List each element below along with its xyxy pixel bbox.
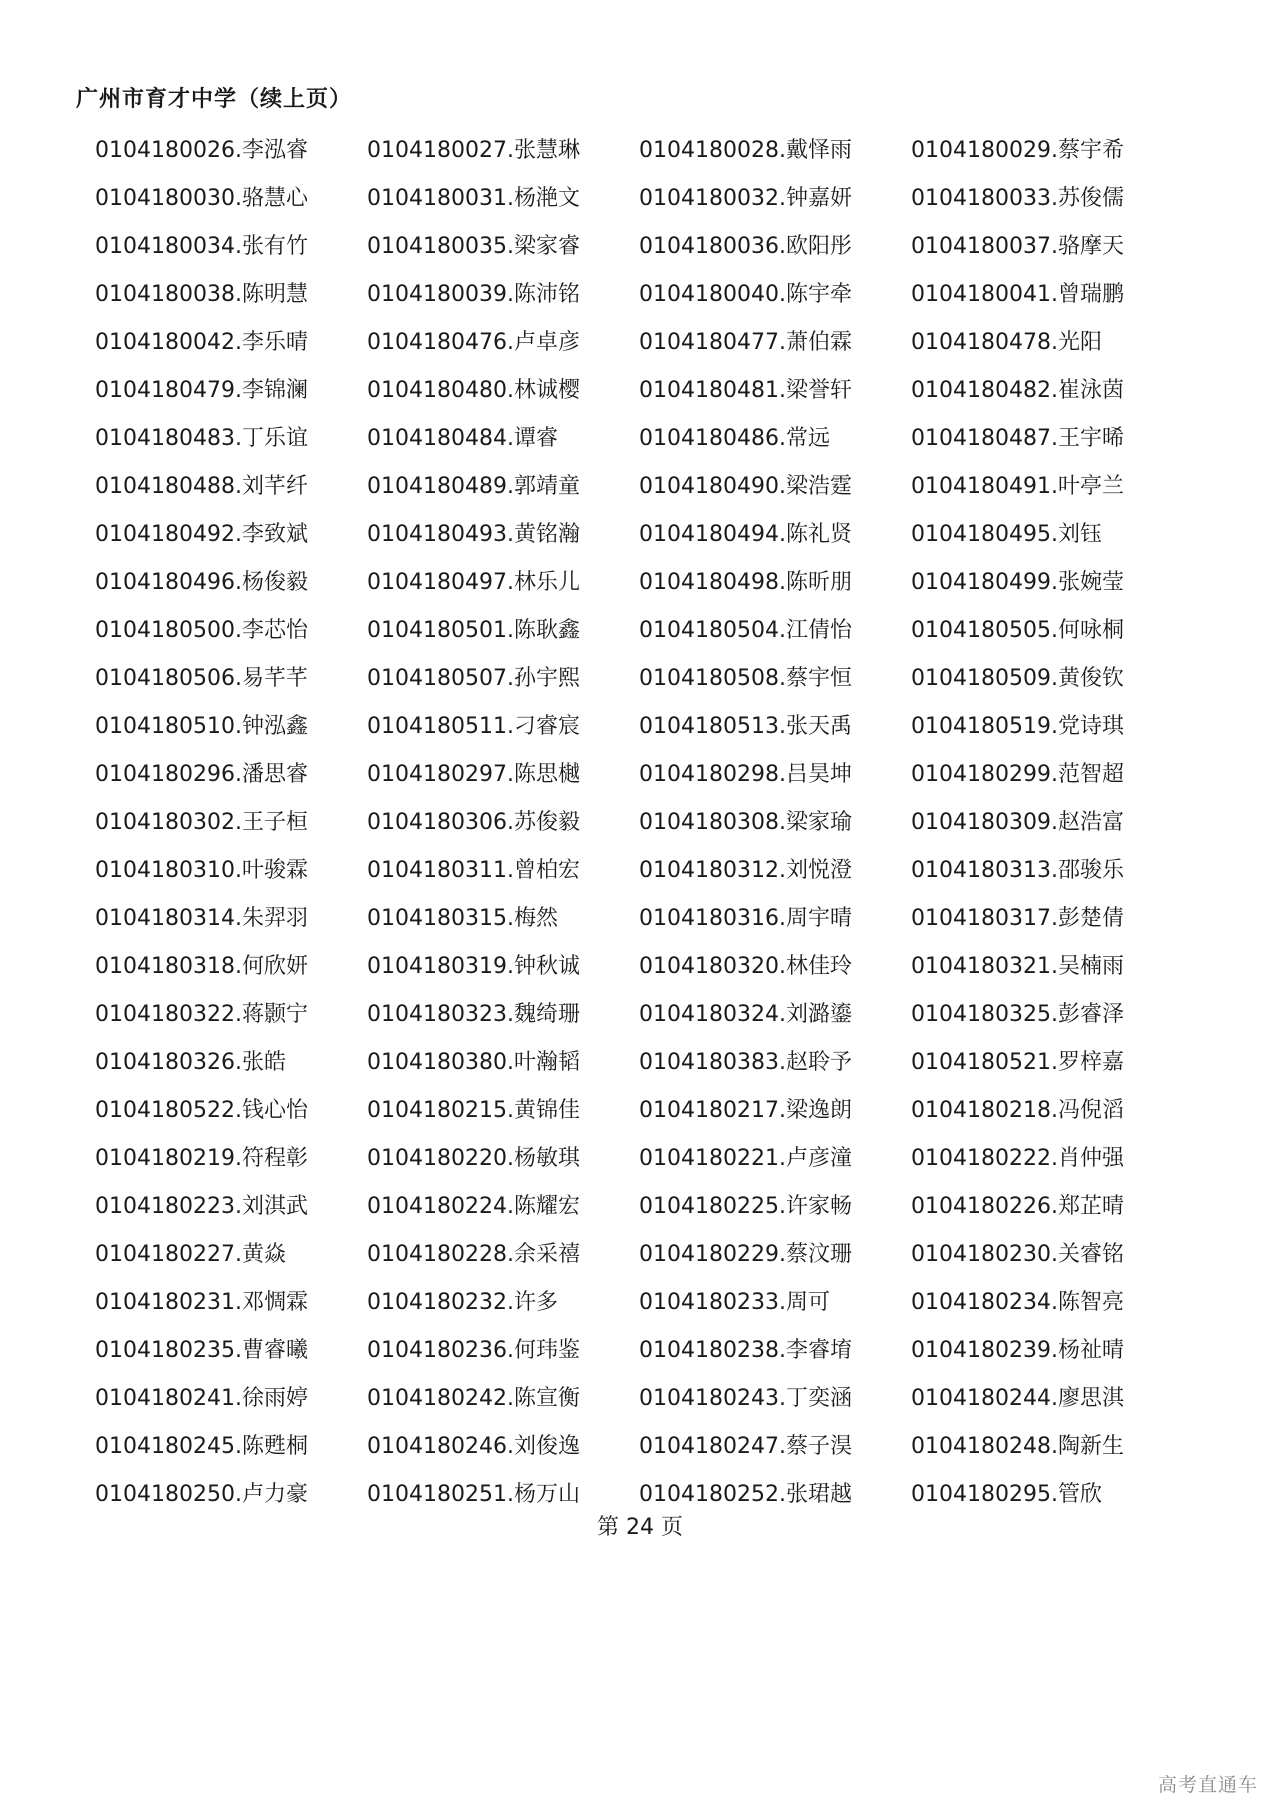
list-item: 0104180326.张皓 <box>95 1049 286 1075</box>
list-item: 0104180245.陈甦桐 <box>95 1433 308 1459</box>
list-item: 0104180494.陈礼贤 <box>639 521 852 547</box>
list-row <box>95 652 1195 700</box>
list-row <box>95 412 1195 460</box>
list-item: 0104180506.易芊芊 <box>95 665 308 691</box>
list-row <box>95 1036 1195 1084</box>
list-item: 0104180243.丁奕涵 <box>639 1385 852 1411</box>
list-item: 0104180500.李芯怡 <box>95 617 308 643</box>
list-item: 0104180227.黄焱 <box>95 1241 286 1267</box>
list-item: 0104180219.符程彰 <box>95 1145 308 1171</box>
list-item: 0104180220.杨敏琪 <box>367 1145 580 1171</box>
list-item: 0104180251.杨万山 <box>367 1481 580 1507</box>
list-item: 0104180476.卢卓彦 <box>367 329 580 355</box>
list-item: 0104180037.骆摩天 <box>911 233 1124 259</box>
list-item: 0104180231.邓惆霖 <box>95 1289 308 1315</box>
list-item: 0104180320.林佳玲 <box>639 953 852 979</box>
list-item: 0104180238.李睿堉 <box>639 1337 852 1363</box>
list-item: 0104180483.丁乐谊 <box>95 425 308 451</box>
list-row <box>95 1084 1195 1132</box>
list-item: 0104180221.卢彦潼 <box>639 1145 852 1171</box>
list-item: 0104180246.刘俊逸 <box>367 1433 580 1459</box>
list-item: 0104180036.欧阳彤 <box>639 233 852 259</box>
list-item: 0104180033.苏俊儒 <box>911 185 1124 211</box>
list-row <box>95 604 1195 652</box>
list-item: 0104180510.钟泓鑫 <box>95 713 308 739</box>
list-item: 0104180507.孙宇熙 <box>367 665 580 691</box>
list-item: 0104180226.郑芷晴 <box>911 1193 1124 1219</box>
list-item: 0104180317.彭楚倩 <box>911 905 1124 931</box>
list-item: 0104180239.杨祉晴 <box>911 1337 1124 1363</box>
watermark-text: 高考直通车 <box>1157 1774 1258 1796</box>
list-item: 0104180501.陈耿鑫 <box>367 617 580 643</box>
list-item: 0104180488.刘芊纤 <box>95 473 308 499</box>
list-item: 0104180508.蔡宇恒 <box>639 665 852 691</box>
list-item: 0104180499.张婉莹 <box>911 569 1124 595</box>
list-item: 0104180311.曾柏宏 <box>367 857 580 883</box>
list-item: 0104180026.李泓睿 <box>95 137 308 163</box>
list-item: 0104180230.关睿铭 <box>911 1241 1124 1267</box>
list-row <box>95 316 1195 364</box>
list-item: 0104180041.曾瑞鹏 <box>911 281 1124 307</box>
list-item: 0104180229.蔡汶珊 <box>639 1241 852 1267</box>
list-item: 0104180235.曹睿曦 <box>95 1337 308 1363</box>
list-item: 0104180522.钱心怡 <box>95 1097 308 1123</box>
list-item: 0104180031.杨滟文 <box>367 185 580 211</box>
list-item: 0104180038.陈明慧 <box>95 281 308 307</box>
list-item: 0104180519.党诗琪 <box>911 713 1124 739</box>
list-row <box>95 268 1195 316</box>
list-item: 0104180482.崔泳茵 <box>911 377 1124 403</box>
list-item: 0104180321.吴楠雨 <box>911 953 1124 979</box>
list-item: 0104180309.赵浩富 <box>911 809 1124 835</box>
list-item: 0104180481.梁誉轩 <box>639 377 852 403</box>
list-item: 0104180509.黄俊钦 <box>911 665 1124 691</box>
list-row <box>95 892 1195 940</box>
list-item: 0104180028.戴怿雨 <box>639 137 852 163</box>
list-item: 0104180247.蔡子淏 <box>639 1433 852 1459</box>
list-item: 0104180504.江倩怡 <box>639 617 852 643</box>
list-item: 0104180223.刘淇武 <box>95 1193 308 1219</box>
list-item: 0104180496.杨俊毅 <box>95 569 308 595</box>
list-row <box>95 940 1195 988</box>
list-item: 0104180315.梅然 <box>367 905 558 931</box>
list-item: 0104180232.许多 <box>367 1289 558 1315</box>
list-row <box>95 220 1195 268</box>
list-item: 0104180478.光阳 <box>911 329 1102 355</box>
list-item: 0104180242.陈宣衡 <box>367 1385 580 1411</box>
list-row <box>95 1324 1195 1372</box>
list-item: 0104180217.梁逸朗 <box>639 1097 852 1123</box>
list-item: 0104180491.叶亭兰 <box>911 473 1124 499</box>
list-row <box>95 844 1195 892</box>
list-item: 0104180511.刁睿宸 <box>367 713 580 739</box>
list-item: 0104180493.黄铭瀚 <box>367 521 580 547</box>
list-item: 0104180497.林乐儿 <box>367 569 580 595</box>
list-item: 0104180490.梁浩霆 <box>639 473 852 499</box>
list-item: 0104180298.吕昊坤 <box>639 761 852 787</box>
list-item: 0104180225.许家畅 <box>639 1193 852 1219</box>
list-row <box>95 508 1195 556</box>
list-item: 0104180383.赵聆予 <box>639 1049 852 1075</box>
list-item: 0104180310.叶骏霖 <box>95 857 308 883</box>
list-row <box>95 556 1195 604</box>
list-row <box>95 460 1195 508</box>
list-item: 0104180505.何咏桐 <box>911 617 1124 643</box>
list-row <box>95 124 1195 172</box>
list-row <box>95 1372 1195 1420</box>
list-item: 0104180042.李乐晴 <box>95 329 308 355</box>
list-row <box>95 796 1195 844</box>
list-item: 0104180039.陈沛铭 <box>367 281 580 307</box>
list-row <box>95 1420 1195 1468</box>
list-item: 0104180297.陈思樾 <box>367 761 580 787</box>
student-list <box>95 124 1195 1516</box>
list-item: 0104180029.蔡宇希 <box>911 137 1124 163</box>
list-item: 0104180250.卢力豪 <box>95 1481 308 1507</box>
list-row <box>95 1132 1195 1180</box>
list-item: 0104180323.魏绮珊 <box>367 1001 580 1027</box>
list-row <box>95 1228 1195 1276</box>
list-row <box>95 988 1195 1036</box>
list-item: 0104180380.叶瀚韬 <box>367 1049 580 1075</box>
list-row <box>95 700 1195 748</box>
list-item: 0104180521.罗梓嘉 <box>911 1049 1124 1075</box>
list-item: 0104180233.周可 <box>639 1289 830 1315</box>
list-row <box>95 1468 1195 1516</box>
list-item: 0104180492.李致斌 <box>95 521 308 547</box>
list-row <box>95 748 1195 796</box>
list-item: 0104180314.朱羿羽 <box>95 905 308 931</box>
list-item: 0104180228.余采禧 <box>367 1241 580 1267</box>
list-item: 0104180306.苏俊毅 <box>367 809 580 835</box>
list-item: 0104180236.何玮鉴 <box>367 1337 580 1363</box>
list-item: 0104180322.蒋颢宁 <box>95 1001 308 1027</box>
list-item: 0104180040.陈宇牵 <box>639 281 852 307</box>
list-item: 0104180299.范智超 <box>911 761 1124 787</box>
list-item: 0104180035.梁家睿 <box>367 233 580 259</box>
list-item: 0104180495.刘钰 <box>911 521 1102 547</box>
list-item: 0104180248.陶新生 <box>911 1433 1124 1459</box>
list-item: 0104180244.廖思淇 <box>911 1385 1124 1411</box>
list-item: 0104180308.梁家瑜 <box>639 809 852 835</box>
list-item: 0104180316.周宇晴 <box>639 905 852 931</box>
list-row <box>95 364 1195 412</box>
list-item: 0104180480.林诚樱 <box>367 377 580 403</box>
list-item: 0104180030.骆慧心 <box>95 185 308 211</box>
list-row <box>95 1276 1195 1324</box>
list-item: 0104180241.徐雨婷 <box>95 1385 308 1411</box>
list-item: 0104180218.冯倪滔 <box>911 1097 1124 1123</box>
list-item: 0104180313.邵骏乐 <box>911 857 1124 883</box>
list-item: 0104180302.王子桓 <box>95 809 308 835</box>
list-item: 0104180215.黄锦佳 <box>367 1097 580 1123</box>
list-item: 0104180224.陈耀宏 <box>367 1193 580 1219</box>
list-item: 0104180513.张天禹 <box>639 713 852 739</box>
list-item: 0104180498.陈昕朋 <box>639 569 852 595</box>
list-item: 0104180486.常远 <box>639 425 830 451</box>
list-item: 0104180324.刘潞鎏 <box>639 1001 852 1027</box>
list-item: 0104180222.肖仲强 <box>911 1145 1124 1171</box>
list-item: 0104180034.张有竹 <box>95 233 308 259</box>
list-row <box>95 172 1195 220</box>
list-item: 0104180479.李锦澜 <box>95 377 308 403</box>
list-item: 0104180325.彭睿泽 <box>911 1001 1124 1027</box>
list-item: 0104180234.陈智亮 <box>911 1289 1124 1315</box>
list-item: 0104180027.张慧琳 <box>367 137 580 163</box>
page-number: 第 24 页 <box>597 1515 683 1540</box>
list-item: 0104180296.潘思睿 <box>95 761 308 787</box>
list-item: 0104180487.王宇晞 <box>911 425 1124 451</box>
list-item: 0104180032.钟嘉妍 <box>639 185 852 211</box>
list-item: 0104180319.钟秋诚 <box>367 953 580 979</box>
list-item: 0104180489.郭靖童 <box>367 473 580 499</box>
list-item: 0104180252.张珺越 <box>639 1481 852 1507</box>
list-item: 0104180312.刘悦澄 <box>639 857 852 883</box>
list-item: 0104180295.管欣 <box>911 1481 1102 1507</box>
list-item: 0104180477.萧伯霖 <box>639 329 852 355</box>
list-item: 0104180484.谭睿 <box>367 425 558 451</box>
section-heading: 广州市育才中学（续上页） <box>76 87 353 112</box>
list-item: 0104180318.何欣妍 <box>95 953 308 979</box>
list-row <box>95 1180 1195 1228</box>
